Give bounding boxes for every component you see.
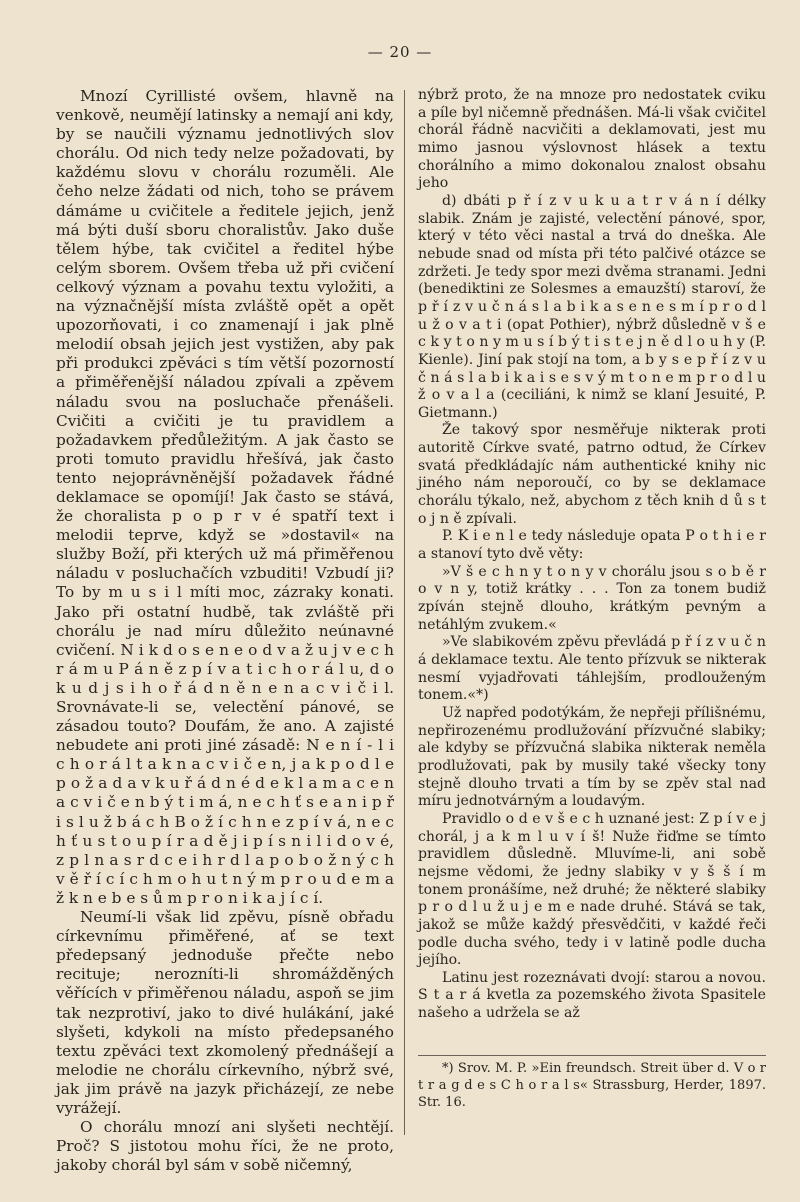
paragraph: Už napřed podotýkám, že nepřeji přílišnému, nepřirozenému prodlužování přízvučné slabiky; ale kdyby se přízvučná slabika nikterak neměla prodlužovati, pak by musily také všecky tony stejně dlouho trvati a tím by se zpěv stal nad míru jednotvárným a loudavým.	[418, 704, 766, 810]
footnote-rule	[418, 1055, 766, 1056]
paragraph: Že takový spor nesměřuje nikterak proti autoritě Církve svaté, patrno odtud, že Církev svatá předkládajíc nám authentické knihy nic jiného nám neporoučí, co by se deklamace chorálu týkalo, než, abychom z těch knih d ů s t o j n ě zpívali.	[418, 422, 766, 527]
paragraph: Pravidlo o d e v š e c h uznané jest: Z p í v e j chorál, j a k m l u v í š! Nuže řiďme se tímto pravidlem důsledně. Mluvíme-li, ani sobě nejsme vědomi, že jedny slabiky v y š š í m tonem pronášíme, než druhé; že některé slabiky p r o d l u ž u j e m e nade druhé. Stává se tak, jakož se může každý přesvědčiti, v každé řeči podle ducha svého, tedy i v latině podle ducha jejího.	[418, 810, 766, 969]
paragraph: »V š e c h n y t o n y v chorálu jsou s o b ě r o v n y, totiž krátky . . . Ton za tonem budiž zpíván stejně dlouho, krátkým pevným a netáhlým zvukem.«	[418, 563, 766, 633]
page-number: — 20 —	[367, 43, 433, 61]
paragraph: Latinu jest rozeznávati dvojí: starou a novou. S t a r á kvetla za pozemského života Spasitele našeho a udržela se až	[418, 969, 766, 1022]
paragraph: »Ve slabikovém zpěvu převládá p ř í z v u č n á deklamace textu. Ale tento přízvuk se nikterak nesmí vyjadřovati táhlejším, prodlouženým tonem.«*)	[418, 634, 766, 704]
paragraph: d) dbáti p ř í z v u k u a t r v á n í délky slabik. Znám je zajisté, velectění pánové, spor, který v této věci nastal a trvá do dneška. Ale nebude snad od místa při této palčivé otázce se zdržeti. Je tedy spor mezi dvěma stranami. Jedni (benediktini ze Solesmes a emauzští) staroví, že p ř í z v u č n á s l a b i k a s e n e s m í p r o d l u ž o v a t i (opat Pothier), nýbrž důsledně v š e c k y t o n y m u s í b ý t i s t e j n ě d l o u h y (P. Kienle). Jiní pak stojí na tom, a b y s e p ř í z v u č n á s l a b i k a i s e s v ý m t o n e m p r o d l u ž o v a l a (ceciliáni, k nimž se klaní Jesuité, P. Gietmann.)	[418, 192, 766, 421]
footnote-text: *) Srov. M. P. »Ein freundsch. Streit über d. V o r t r a g d e s C h o r a l s« Strassburg, Herder, 1897. Str. 16.	[418, 1061, 766, 1110]
footnote	[418, 1060, 766, 1111]
paragraph: O chorálu mnozí ani slyšeti nechtějí. Proč? S jistotou mohu říci, že ne proto, jakoby chorál byl sám v sobě ničemný,	[56, 1118, 394, 1175]
paragraph: Neumí-li však lid zpěvu, písně obřadu církevnímu přiměřené, ať se text předepsaný jednoduše přečte nebo recituje; nerozníti-li shromážděných věřících v přiměřenou náladu, aspoň se jim tak nezprotiví, jako to divé hulákání, jaké slyšeti, kdykoli na místo předepsaného textu zpěváci text zkomolený přednášejí a melodie ne chorálu církevního, nýbrž své, jak jim právě na jazyk přicházejí, ze nebe vyrážejí.	[56, 908, 394, 1117]
column-divider	[404, 90, 405, 1135]
paragraph: nýbrž proto, že na mnoze pro nedostatek cviku a píle byl ničemně přednášen. Má-li však cvičitel chorál řádně nacvičiti a deklamovati, jest mu mimo jasnou výslovnost hlásek a textu chorálního a mimo dokonalou znalost obsahu jeho	[418, 87, 766, 192]
paragraph: Mnozí Cyrillisté ovšem, hlavně na venkově, neumějí latinsky a nemají ani kdy, by se naučili významu jednotlivých slov chorálu. Od nich tedy nelze požadovati, by každému slovu v chorálu rozuměli. Ale čeho nelze žádati od nich, toho se právem dámáme u cvičitele a ředitele jejich, jenž má býti duší sboru choralistův. Jako duše tělem hýbe, tak cvičitel a ředitel hýbe celým sborem. Ovšem třeba už při cvičení celkový význam a povahu textu vyložiti, a na význačnější místa zvláště opět a opět upozorňovati, i co znamenají i jak plně melodií obsah jejich jest vystižen, aby pak při produkci zpěváci s tím větší pozorností a přiměřenější náladou zpívali a zpěvem náladu svou na posluchače přenášeli. Cvičiti a cvičiti je tu pravidlem a požadavkem předůležitým. A jak často se proti tomuto pravidlu hřešívá, jak často tento nejoprávněnější požadavek řádné deklamace se opomíjí! Jak často se stává, že choralista p o p r v é spatří text i melodii teprve, když se »dostavil« na služby Boží, při kterých už má přiměřenou náladu v posluchačích vzbuditi! Vzbudí ji? To by m u s i l míti moc, zázraky konati. Jako při ostatní hudbě, tak zvláště při chorálu je nad míru důležito neúnavné cvičení. N i k d o s e n e o d v a ž u j v e c h r á m u P á n ě z p í v a t i c h o r á l u, d o k u d j s i h o ř á d n ě n e n a c v i č i l. Srovnávate-li se, velectění pánové, se zásadou touto? Doufám, že ano. A zajisté nebudete ani proti jiné zásadě: N e n í - l i c h o r á l t a k n a c v i č e n, j a k p o d l e p o ž a d a v k u ř á d n é d e k l a m a c e n a c v i č e n b ý t i m á, n e c h ť s e a n i p ř i s l u ž b á c h B o ž í c h n e z p í v á, n e c h ť u s t o u p í r a d ě j i p í s n i l i d o v é, z p l n a s r d c e i h r d l a p o b o ž n ý c h v ě ř í c í c h m o h u t n ý m p r o u d e m a ž k n e b e s ů m p r o n i k a j í c í.	[56, 87, 394, 907]
paragraph: P. K i e n l e tedy následuje opata P o t h i e r a stanoví tyto dvě věty:	[418, 528, 766, 563]
right-column	[418, 87, 766, 1023]
left-column	[56, 87, 394, 1175]
